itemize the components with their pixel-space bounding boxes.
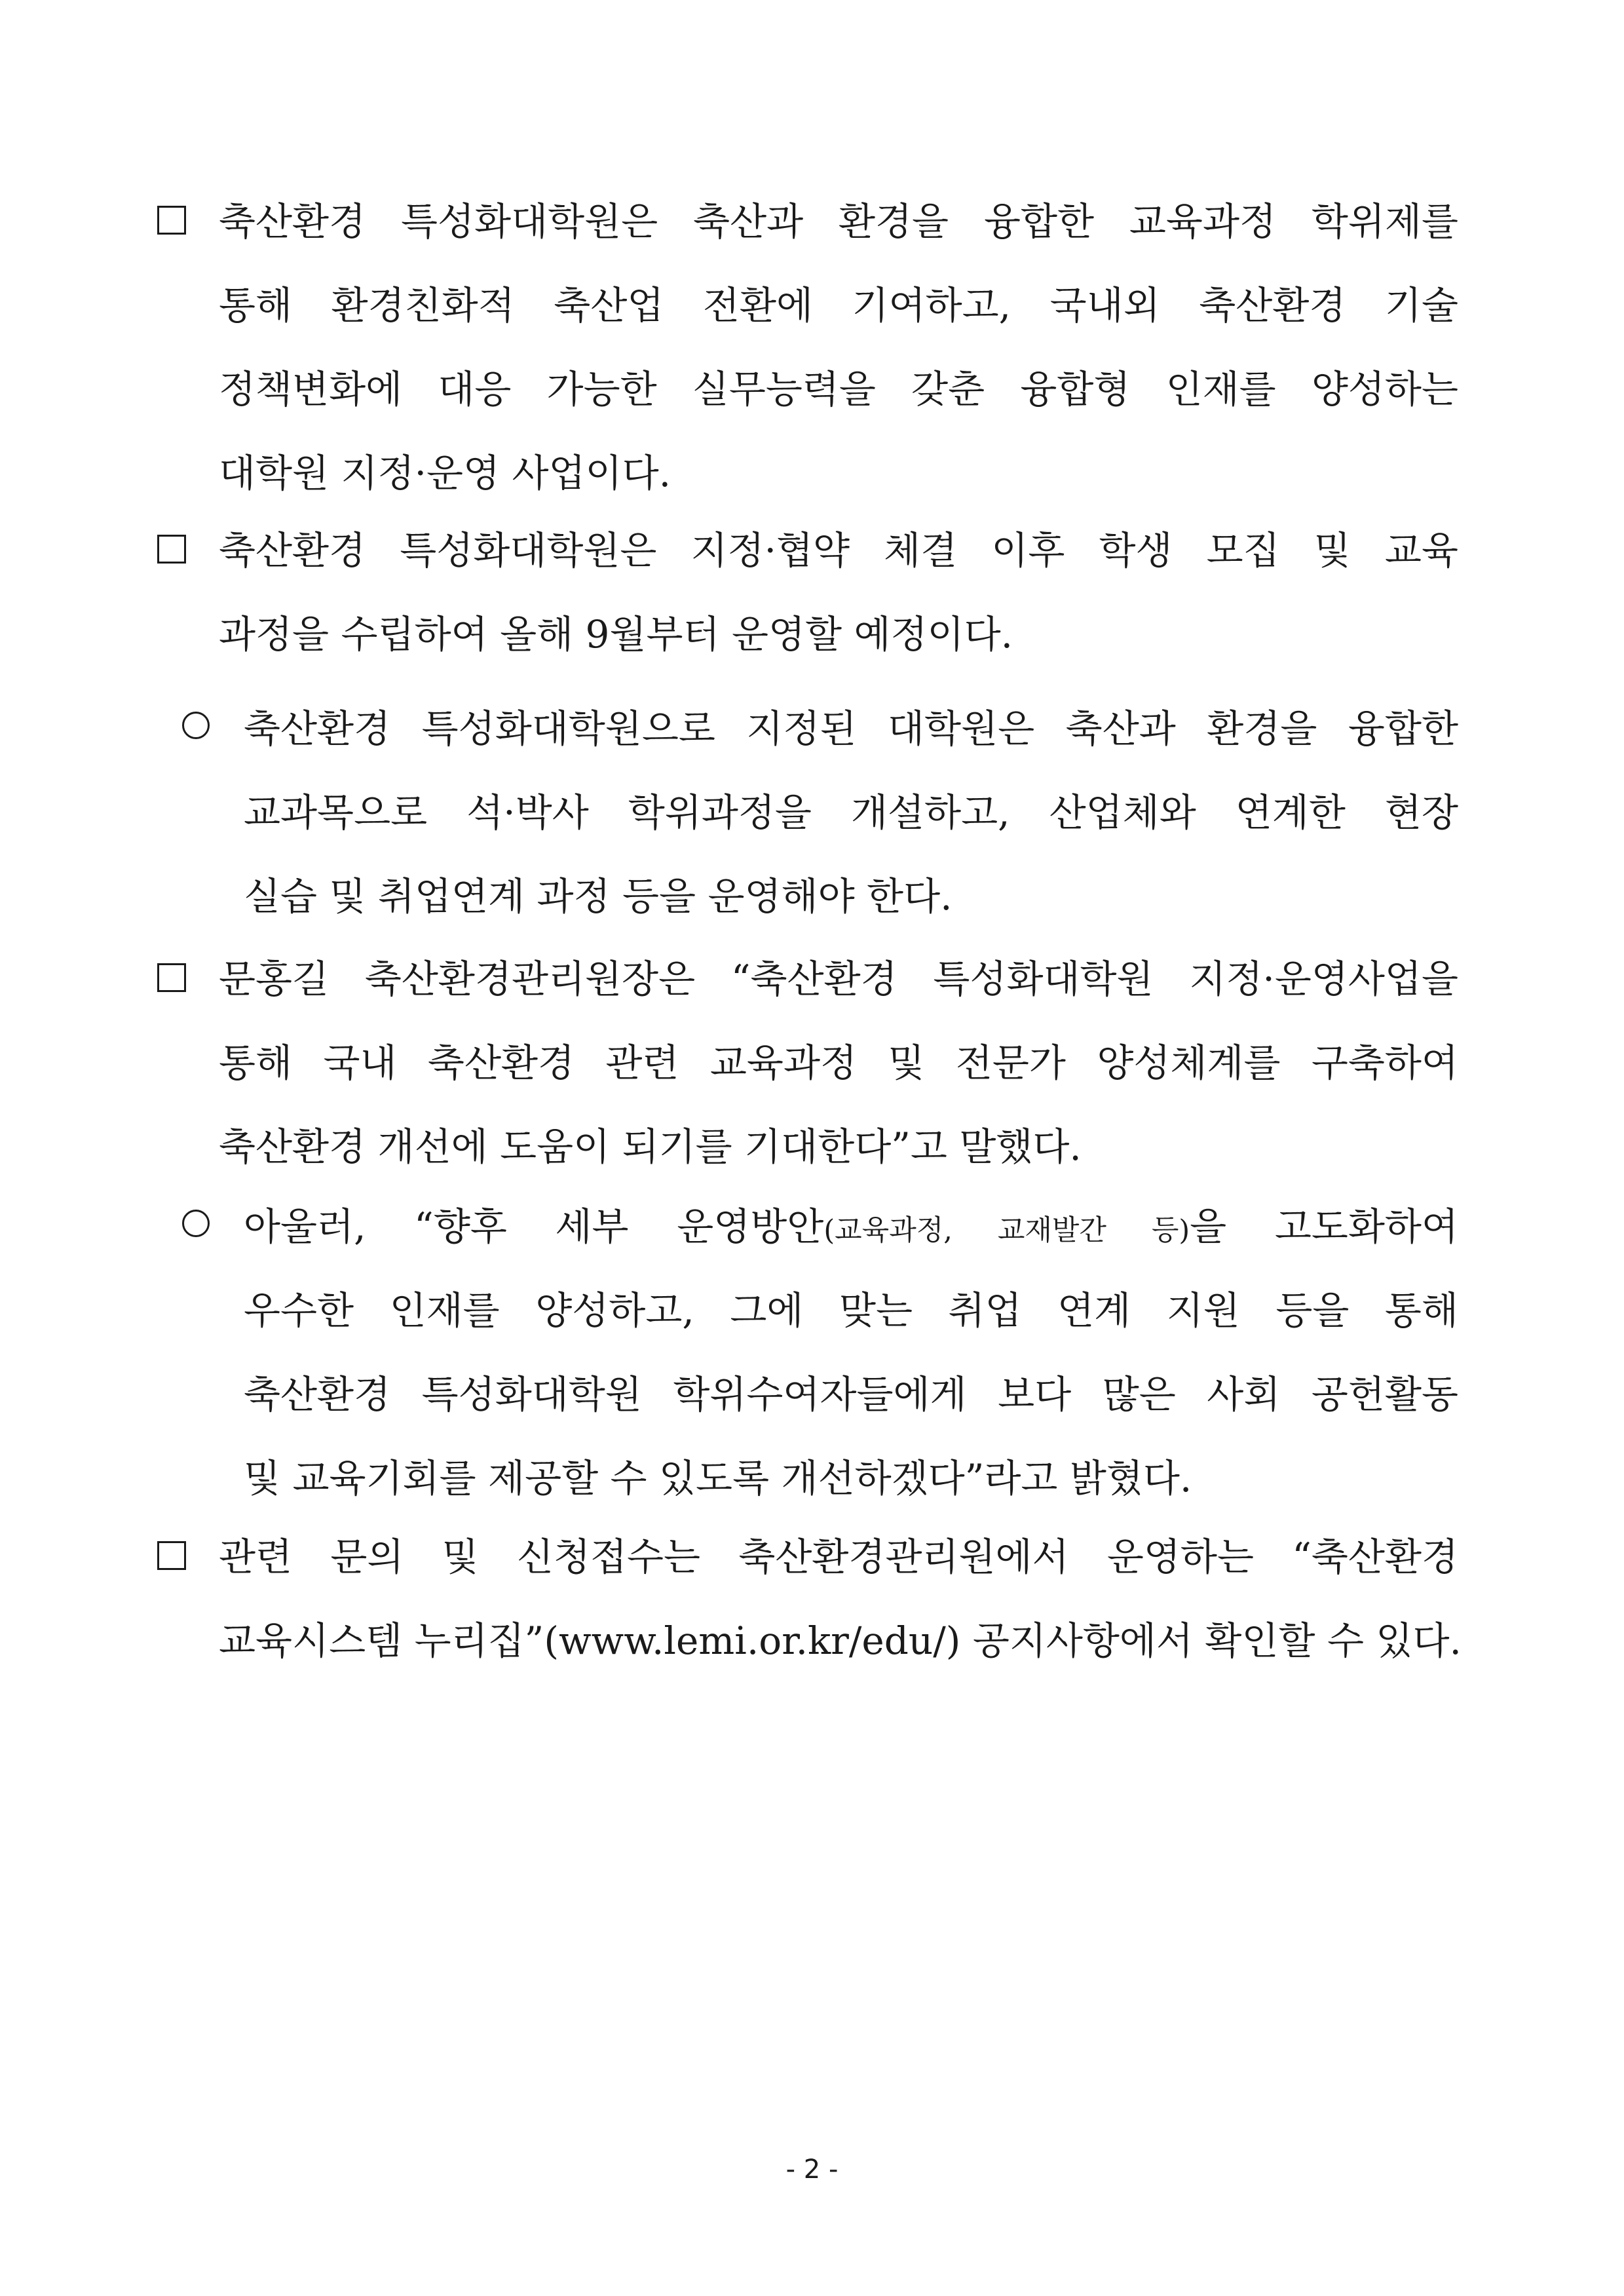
square-bullet-icon xyxy=(157,1541,186,1570)
text-line: 교육시스템 누리집”(www.lemi.or.kr/edu/) 공지사항에서 확인할 수 있다. xyxy=(219,1618,1462,1663)
text-segment: 을 고도화하여 xyxy=(1190,1204,1458,1249)
text-line: 축산환경 특성화대학원은 지정·협약 체결 이후 학생 모집 및 교육 xyxy=(219,528,1458,573)
text-line: 축산환경 특성화대학원으로 지정된 대학원은 축산과 환경을 융합한 xyxy=(244,706,1458,751)
circle-bullet-icon xyxy=(182,712,210,739)
paragraph-text xyxy=(219,1527,1462,1694)
text-line: 우수한 인재를 양성하고, 그에 맞는 취업 연계 지원 등을 통해 xyxy=(244,1288,1458,1333)
text-line xyxy=(244,1196,1458,1280)
square-bullet-icon xyxy=(157,963,186,992)
text-line: 및 교육기회를 제공할 수 있도록 개선하겠다”라고 밝혔다. xyxy=(244,1456,1192,1501)
text-line: 통해 국내 축산환경 관련 교육과정 및 전문가 양성체계를 구축하여 xyxy=(219,1041,1458,1085)
circle-bullet-icon xyxy=(182,1210,210,1237)
text-line: 축산환경 특성화대학원 학위수여자들에게 보다 많은 사회 공헌활동 xyxy=(244,1372,1458,1417)
paragraph-text xyxy=(219,191,1458,527)
text-line: 정책변화에 대응 가능한 실무능력을 갖춘 융합형 인재를 양성하는 xyxy=(219,367,1458,411)
text-line: 축산환경 특성화대학원은 축산과 환경을 융합한 교육과정 학위제를 xyxy=(219,199,1458,244)
paragraph-text xyxy=(244,698,1458,950)
paragraph-text xyxy=(244,1196,1458,1532)
text-line: 실습 및 취업연계 과정 등을 운영해야 한다. xyxy=(244,874,953,919)
text-line: 통해 환경친화적 축산업 전환에 기여하고, 국내외 축산환경 기술 xyxy=(219,283,1458,328)
text-line: 교과목으로 석·박사 학위과정을 개설하고, 산업체와 연계한 현장 xyxy=(244,790,1458,835)
text-segment: 아울러, “향후 세부 운영방안 xyxy=(244,1204,824,1249)
text-line: 대학원 지정·운영 사업이다. xyxy=(219,451,671,495)
paragraph-text xyxy=(219,949,1458,1200)
paragraph-text xyxy=(219,520,1458,688)
text-line: 문홍길 축산환경관리원장은 “축산환경 특성화대학원 지정·운영사업을 xyxy=(219,957,1458,1001)
text-line: 축산환경 개선에 도움이 되기를 기대한다”고 말했다. xyxy=(219,1124,1082,1169)
text-line: 관련 문의 및 신청접수는 축산환경관리원에서 운영하는 “축산환경 xyxy=(219,1535,1458,1579)
page-number: - 2 - xyxy=(785,2154,839,2185)
text-line: 과정을 수립하여 올해 9월부터 운영할 예정이다. xyxy=(219,612,1013,657)
square-bullet-icon xyxy=(157,535,186,564)
parenthetical-note: (교육과정, 교재발간 등) xyxy=(823,1214,1190,1247)
square-bullet-icon xyxy=(157,206,186,235)
